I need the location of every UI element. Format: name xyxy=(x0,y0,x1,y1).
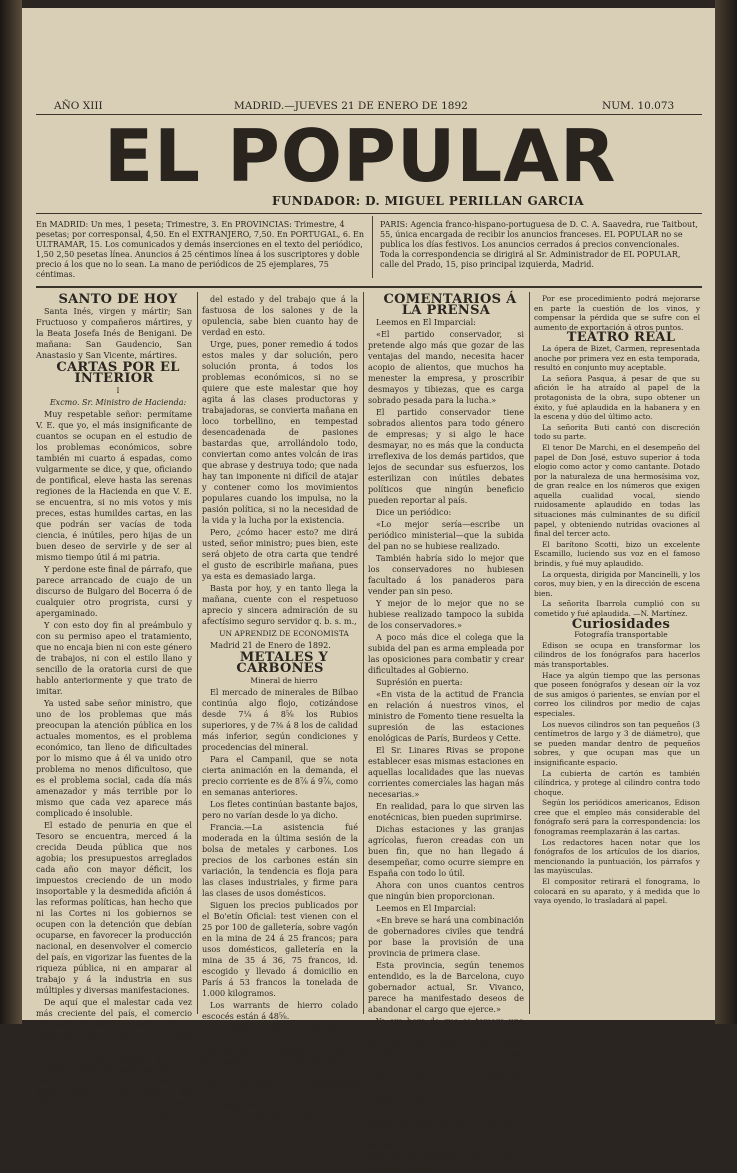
paragraph: También habría sido lo mejor que los conservadores no hubiesen facultado á los panaderos para vender pan sin peso. xyxy=(368,553,524,596)
paragraph: «En vista de la actitud de Francia en relación á nuestros vinos, el ministro de Fomento tiene resuelta la supresión de las estaciones enológicas de París, Burdeos y Cette. xyxy=(368,689,524,743)
paragraph: La ópera de Bizet, Carmen, representada anoche por primera vez en esta temporada, resultó en conjunto muy aceptable. xyxy=(534,343,700,373)
foto-subheading: Fotografía transportable xyxy=(574,630,668,640)
paragraph: «Parece que existe la promesa formal del gobierno de que los vinos comunes de la Península no satisfagan derecho alguno en concepto de consumos á su entrada y venta en Cuba.» xyxy=(368,1107,524,1172)
divider xyxy=(363,292,364,1014)
paragraph: «Lo mejor sería—escribe un periódico ministerial—que la subida del pan no se hubiese realizado. xyxy=(368,519,524,551)
santo-heading: SANTO DE HOY xyxy=(58,292,178,307)
year: AÑO XIII xyxy=(54,100,103,112)
column-2 xyxy=(202,294,358,1122)
paragraph: Edison se ocupa en transformar los cilindros de los fonógrafos para hacerlos más transportables. xyxy=(534,640,700,669)
paragraph: Por ese procedimiento podrá mejorarse en parte la cuestión de los vinos, y compensar la pérdida que se sufre con el aumento de exportación á otros puntos. xyxy=(534,294,700,332)
paragraph: El tenor De Marchi, en el desempeño del papel de Don José, estuvo superior á toda elogio como actor y como cantante. Dotado por la naturaleza de una hermosísima voz, de gran realce en los números que exigen aquella cualidad vocal, siendo ruidosamente aplaudido en todas las situaciones más culminantes de su difícil papel, y obteniendo nutridas ovaciones al final del tercer acto. xyxy=(534,442,700,539)
paragraph: Que lo diga si no El Diario de Madrid. xyxy=(368,1072,524,1093)
teatro-heading: TEATRO REAL xyxy=(566,330,676,346)
paragraph: Santa Inés, virgen y mártir; San Fructuoso y compañeros mártires, y la Beata Josefa Inés de Benigani. De mañana: San Gaudencio, San Anastasio y San Vicente, mártires. xyxy=(36,306,192,360)
paragraph: Esta provincia, según tenemos entendido, es la de Barcelona, cuyo gobernador actual, Sr. Vivanco, parece ha manifestado deseos de abandonar el cargo que ejerce.» xyxy=(368,960,524,1014)
paragraph: «En breve se hará una combinación de gobernadores civiles que tendrá por base la provisión de una provincia de primera clase. xyxy=(368,915,524,958)
paragraph: Francia.—La asistencia fué moderada en la última sesión de la bolsa de metales y carbones. Los precios de los carbones están sin variación, la tendencia es floja para las clases industriales, y firme para las clases de usos domésticos. xyxy=(202,822,358,898)
paragraph: La señora Pasqua, á pesar de que su afición le ha atraído al papel de la protagonista de la obra, supo obtener un éxito, y fué aplaudida en la habanera y en la escena y dúo del último acto. xyxy=(534,373,700,422)
paragraph: La orquesta, dirigida por Mancinelli, y los coros, muy bien, y en la dirección de escena bien. xyxy=(534,569,700,598)
divider xyxy=(372,216,373,278)
column-4 xyxy=(534,294,700,1014)
paragraph: Dice un periódico: xyxy=(376,507,452,517)
paragraph: Siguen los precios publicados por el Bo'etín Oficial: test vienen con el 25 por 100 de galletería, sobre vagón en la mina de 24 á 25 francos; para usos domésticos, galletería en la mina de 35 á 36, 75 francos, id. escogido y llevado á domicilio en París á 53 francos la tonelada de 1.000 kilogramos. xyxy=(202,900,358,998)
paragraph: Ya usted sabe señor ministro, que uno de los problemas que más preocupan la atención pública en los actuales momentos, es el problema económico, tan lleno de dificultades por lo mismo que á él va unido otro problema no menos dificultoso, que es el problema social, cada día más amenazador y más terrible por lo mismo que cada vez aparece más complicado é insoluble. xyxy=(36,698,192,818)
paragraph: Suprésión en puerta: xyxy=(376,677,463,687)
paragraph: Los fletes continúan bastante bajos, pero no varían desde lo ya dicho. xyxy=(202,799,358,820)
comentarios-heading: COMENTARIOS Á LA PRENSA xyxy=(383,292,517,318)
paragraph: El mercado de minerales de Bilbao continúa algo flojo, cotizándose desde 7¼ á 8⅝ los Rubios superiores, y de 7⅜ á 8 los de calidad más inferior, según condiciones y procedencias del mineral. xyxy=(202,687,358,752)
paragraph: del estado y del trabajo que á la fastuosa de los salones y de la opulencia, sabe bien cuanto hay de verdad en esto. xyxy=(202,294,358,337)
place-date: Madrid 21 de Enero de 1892. xyxy=(210,640,331,650)
paragraph: La señorita Buti cantó con discreción todo su parte. xyxy=(534,422,700,442)
paragraph: Leemos en El Imparcial: xyxy=(376,317,476,327)
paragraph: El barítono Scotti, bizo un excelente Escamillo, luciendo sus voz en el famoso brindis, y fué muy aplaudido. xyxy=(534,539,700,569)
paragraph: El estado de penuria en que el Tesoro se encuentra, merced á la crecida Deuda pública que nos agobia; los presupuestos arreglados cada año con mayor déficit, los impuestos creciendo de un modo insoportable y la desmedida afición á las reformas políticas, han hecho que ni las Cortes ni los gobiernos se ocupen con la detención que debían ocuparse, en favorecer la producción nacional, en desenvolver el comercio del país, en vigorizar las fuentes de la riqueza pública, ni en amparar al trabajo y á la industria en sus múltiples y diversas manifestaciones. xyxy=(36,820,192,995)
paragraph: Los nuevos cilindros son tan pequeños (3 centímetros de largo y 3 de diámetro), que se pueden mandar dentro de pequeños sobres, y que ocupan mas que un insignificante espacio. xyxy=(534,719,700,767)
divider xyxy=(197,292,198,1014)
curiosidades-heading: Curiosidades xyxy=(571,616,671,632)
rule xyxy=(36,286,702,288)
paragraph: El Sr. Linares Rivas se propone establecer esas mismas estaciones en aquellas localidades que las nuevas corrientes comerciales las hagan más necesarias.» xyxy=(368,745,524,799)
paragraph: El compositor retirará el fonograma, lo colocará en su aparato, y á medida que lo vaya oyendo, lo trasladará al papel. xyxy=(534,877,700,906)
paragraph: Dice un colega: xyxy=(376,1095,440,1105)
paragraph: La cotización oficial de los hierros está en baja de 50 céntimos á 16 francos los 100 kilogramos de hierro mercante al coke, y 17 francos los hierros para tratos; pero se hacen algunas operaciones de importancia á precios 75 céntimos más bajos por 100 kilogramos. xyxy=(202,1023,358,1110)
continued-note: (Se continuará) xyxy=(252,1113,316,1122)
page-edge xyxy=(715,0,737,1024)
issue-number: NUM. 10.073 xyxy=(602,100,675,112)
paragraph: Y perdone este final de párrafo, que parece arrancado de cuajo de un discurso de Bulgaro del Bocerra ó de cualquier otro progrista, cursi y apergaminado. xyxy=(36,564,192,618)
paragraph: Ya era hora de que se tomara una determinación contra todos esos señores gobernadores que están señalados por la opinión como incapaces. xyxy=(368,1016,524,1070)
paragraph: La señorita Ibarrola cumplió con su cometido y fué aplaudida. —N. Martínez. xyxy=(534,599,700,618)
paragraph: Ahora con unos cuantos centros que ningún bien proporcionan. xyxy=(368,880,524,901)
signature: UN APRENDIZ DE ECONOMISTA xyxy=(219,629,349,638)
founder-line: FUNDADOR: D. MIGUEL PERILLAN GARCIA xyxy=(272,194,584,208)
paragraph: Pero, ¿cómo hacer esto? me dirá usted, señor ministro; pues bien, este será objeto de otra carta que tendré el gusto de escribirle mañana, pues ya esta es demasiado larga. xyxy=(202,527,358,581)
book-spine xyxy=(0,0,22,1024)
agency-notice: PARIS: Agencia franco-hispano-portuguesa de D. C. A. Saavedra, rue Taitbout, 55, única encargada de recibir los anuncios franceses. EL POPULAR no se publica los días festivos. Los anuncios cerrados á precios convencionales. Toda la correspondencia se dirigirá al Sr. Administrador de EL POPULAR, calle del Prado, 15, piso principal izquierda, Madrid. xyxy=(380,220,698,269)
divider xyxy=(529,292,530,1014)
subscription-rates: En MADRID: Un mes, 1 peseta; Trimestre, 3. En PROVINCIAS: Trimestre, 4 pesetas; por corresponsal, 4,50. En el EXTRANJERO, 7,50. En PORTUGAL, 6. En ULTRAMAR, 15. Los comunicados y demás inserciones en el texto del periódico, 1,50 2,50 pesetas línea. Anuncios á 25 céntimos línea á los suscriptores y doble precio á los que no lo sean. La mano de periódicos de 25 ejemplares, 75 céntimas. xyxy=(36,220,364,279)
paragraph: De aquí que el malestar cada vez más creciente del país, el comercio arruinado, la industria aniquilada, la agricultura pereciendo y el trabajo escaso y hambriento. xyxy=(36,997,192,1051)
paragraph: Muy respetable señor: permítame V. E. que yo, el más insignificante de cuantos se ocupan en el estudio de los problemas económicos, sobre también mi cuarto á espadas, como vulgarmente se dice, y que, oficiando de pontifical, eleve hasta las serenas regiones de la Hacienda en que V. E. se encuentra, si no mis votos y mis preces, estas humildes cartas, en las que podrán ser vacías de toda ciencia, é inútiles, pero hijas de un buen deseo de servirle y de ser al mismo tiempo útil á mi patria. xyxy=(36,409,192,562)
paragraph: Según los periódicos americanos, Edison cree que el empleo más considerable del fonógrafo será para la correspondencia: los fonogramas reemplazarán á las cartas. xyxy=(534,798,700,837)
column-1 xyxy=(36,292,192,1118)
newspaper-page xyxy=(22,8,715,1172)
paragraph: El partido conservador tiene sobrados alientos para todo género de empresas; y si algo le hace desmayar, no es más que la conducta irreflexiva de los demás partidos, que lejos de secundar sus esfuerzos, los esterilizan con inútiles debates políticos que ningún beneficio pueden reportar al país. xyxy=(368,407,524,505)
paragraph: Y con esto doy fin al preámbulo y con su permiso apeo el tratamiento, que no encaja bien ni con este género de trabajos, ni con el estilo llano y sencillo de la oratoria cursi de que hablo anteriormente y que trato de imitar. xyxy=(36,620,192,696)
cartas-heading: CARTAS POR EL INTERIOR xyxy=(56,360,180,386)
paragraph: Los redactores hacen notar que los fonógrafos de los artículos de los diarios, mencionando la puntuación, los párrafos y las mayúsculas. xyxy=(534,837,700,876)
paragraph: Leemos en El Imparcial: xyxy=(376,903,476,913)
paragraph: A poco más dice el colega que la subida del pan es arma empleada por las oposiciones para combatir y crear dificultades al Gobierno. xyxy=(368,632,524,675)
metales-heading: METALES Y CARBONES xyxy=(236,650,329,676)
paragraph: Urge, pues, poner remedio á todos estos males y dar solución, pero solución pronta, á todos los problemas económicos, si no se quiere que este malestar que hoy agita á las clases productoras y trabajadoras, se convierta mañana en loco torbellino, en tempestad desencadenada de pasiones bastardas que, arrollándolo todo, conviertan como antes volcán de iras que abrase y destruya todo; que nada hay tan imponente ni difícil de atajar y contener como los movimientos populares cuando los impulsa, no la pasión política, si no la necesidad de la vida y la lucha por la existencia. xyxy=(202,339,358,525)
paragraph: «El partido conservador, si pretende algo más que gozar de las ventajas del mando, necesita hacer acopio de alientos, que muchos ha menester la empresa, y proscribir desmayos y tibiezas, que es carga sobrado pesada para la lucha.» xyxy=(368,329,524,405)
column-3 xyxy=(368,292,524,1172)
addressee: Excmo. Sr. Ministro de Hacienda: xyxy=(49,398,187,407)
paragraph: Y mejor de lo mejor que no se hubiese realizado tampoco la subida de los conservadores.» xyxy=(368,598,524,630)
mineral-subheading: Mineral de hierro xyxy=(250,676,318,685)
paragraph: No cree, señor ministro, que este cuadro sombrío sea más cargado que tintas de un pesimismo desconsolador, no; el cuadro es del todo exacto, y usted, que está más acostumbrado á la vida modesta xyxy=(36,1053,192,1118)
paragraph: Para el Campanil, que se nota cierta animación en la demanda, el precio corriente es de 8⅞ á 9⅞, como en semanas anteriores. xyxy=(202,754,358,797)
paragraph: Basta por hoy, y en tanto llega la mañana, cuente con el respetuoso aprecio y sincera admiración de su afectísimo seguro servidor q. b. s. m., xyxy=(202,583,358,626)
paragraph: Dichas estaciones y las granjas agrícolas, fueron creadas con un buen fin, que no han llegado á desempeñar, como ocurre siempre en España con todo lo útil. xyxy=(368,824,524,878)
roman-numeral: I xyxy=(116,386,120,395)
paragraph: En realidad, para lo que sirven las enotécnicas, bien pueden suprimirse. xyxy=(368,801,524,822)
dateline: MADRID.—JUEVES 21 DE ENERO DE 1892 xyxy=(234,100,468,112)
rule xyxy=(36,213,702,214)
paragraph: Los warrants de hierro colado escocés están á 48⅝. xyxy=(202,1000,358,1021)
paragraph: Hace ya algún tiempo que las personas que poseen fonógrafos y desean oír la voz de sus amigos ó parientes, se envían por el correo los cilindros por medio de cajas especiales. xyxy=(534,670,700,718)
paragraph: La cubierta de cartón es también cilíndrica, y protege al cilindro contra todo choque. xyxy=(534,768,700,797)
newspaper-title: EL POPULAR xyxy=(104,114,617,198)
